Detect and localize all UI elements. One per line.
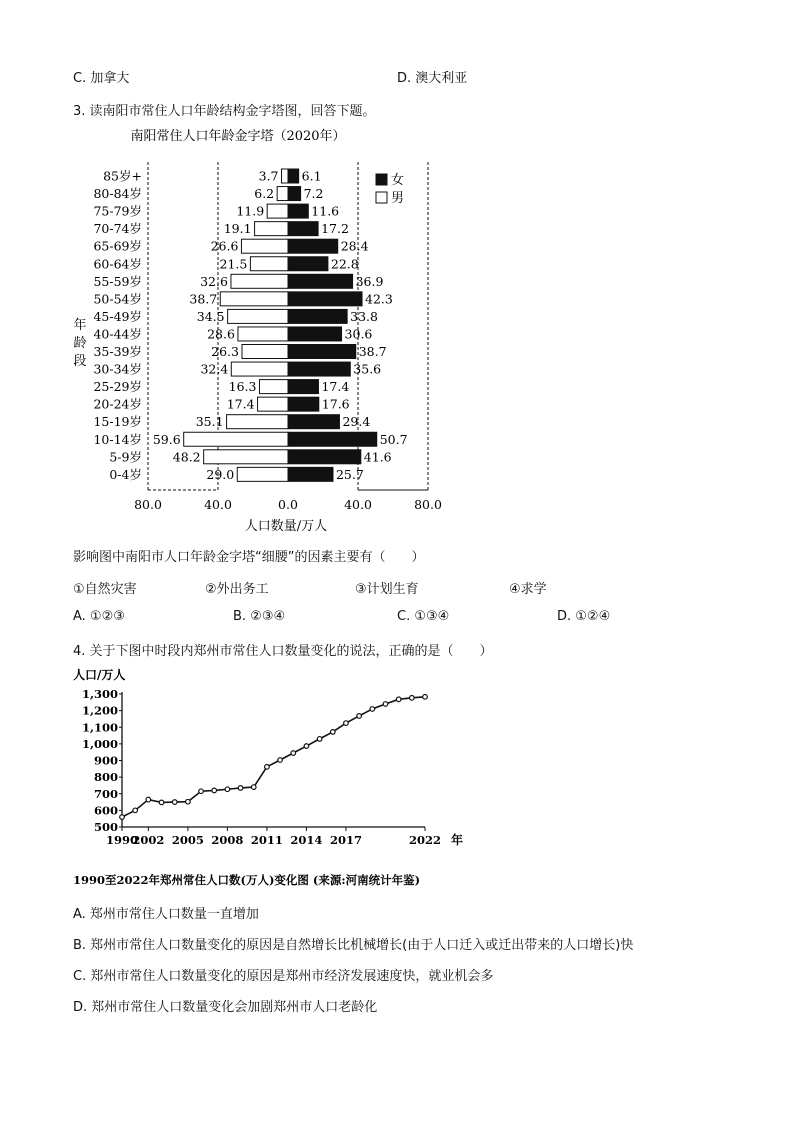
male-bar bbox=[231, 274, 288, 288]
zhengzhou-population-line-chart bbox=[65, 664, 475, 890]
male-value-label: 34.5 bbox=[196, 308, 225, 324]
q4-choice-d[interactable]: D. 郑州市常住人口数量变化会加剧郑州市人口老龄化 bbox=[73, 1000, 378, 1015]
male-bar bbox=[282, 169, 288, 183]
female-bar bbox=[288, 239, 338, 253]
female-value-label: 41.6 bbox=[363, 449, 392, 465]
line-x-tick-label: 2008 bbox=[211, 833, 244, 847]
male-bar bbox=[238, 327, 288, 341]
legend-male-swatch bbox=[376, 192, 387, 203]
male-value-label: 6.2 bbox=[254, 186, 275, 202]
population-data-point bbox=[120, 815, 125, 820]
q3-choice-a[interactable]: A. ①②③ bbox=[73, 609, 125, 624]
pyramid-x-tick: 80.0 bbox=[134, 497, 162, 512]
female-value-label: 28.4 bbox=[340, 238, 369, 254]
female-value-label: 36.9 bbox=[355, 273, 384, 289]
female-value-label: 50.7 bbox=[379, 431, 408, 447]
male-value-label: 28.6 bbox=[207, 326, 235, 342]
population-data-point bbox=[159, 800, 164, 805]
female-bar bbox=[288, 257, 328, 271]
pyramid-ylabel-char: 龄 bbox=[73, 336, 87, 351]
option-c: C. 加拿大 bbox=[73, 71, 130, 86]
female-bar bbox=[288, 292, 362, 306]
male-bar bbox=[228, 309, 288, 323]
female-bar bbox=[288, 450, 361, 464]
female-bar bbox=[288, 169, 299, 183]
pyramid-x-tick: 0.0 bbox=[278, 497, 298, 512]
line-y-tick-label: 900 bbox=[93, 753, 118, 768]
q3-factor-4: ④求学 bbox=[509, 582, 547, 597]
population-data-point bbox=[370, 707, 375, 712]
population-data-point bbox=[396, 697, 401, 702]
population-data-point bbox=[146, 797, 151, 802]
legend-female-swatch bbox=[376, 174, 387, 185]
female-bar bbox=[288, 345, 356, 359]
male-bar bbox=[184, 432, 288, 446]
male-bar bbox=[204, 450, 288, 464]
male-value-label: 11.9 bbox=[236, 203, 265, 219]
line-y-tick-label: 500 bbox=[93, 820, 118, 834]
female-value-label: 11.6 bbox=[311, 203, 340, 219]
q3-question: 影响图中南阳市人口年龄金字塔“细腰”的因素主要有（ ） bbox=[73, 550, 425, 565]
line-x-tick-label: 2011 bbox=[250, 833, 283, 847]
q3-factor-2: ②外出务工 bbox=[205, 582, 269, 597]
population-data-point bbox=[383, 702, 388, 707]
female-value-label: 38.7 bbox=[358, 344, 387, 359]
female-bar bbox=[288, 467, 333, 481]
male-bar bbox=[242, 345, 288, 359]
population-data-point bbox=[265, 765, 270, 770]
female-bar bbox=[288, 327, 342, 341]
population-data-point bbox=[304, 744, 309, 749]
pyramid-title: 南阳常住人口年龄金字塔（2020年） bbox=[130, 129, 346, 144]
age-group-label: 45-49岁 bbox=[93, 308, 142, 324]
population-data-point bbox=[251, 785, 256, 790]
male-value-label: 19.1 bbox=[223, 221, 252, 237]
female-bar bbox=[288, 187, 301, 201]
age-group-label: 15-19岁 bbox=[93, 414, 142, 430]
line-x-tick-label: 1990 bbox=[105, 833, 139, 847]
q4-stem: 4. 关于下图中时段内郑州市常住人口数量变化的说法，正确的是（ ） bbox=[73, 644, 493, 659]
population-data-point bbox=[423, 695, 428, 700]
female-value-label: 17.2 bbox=[321, 221, 349, 237]
female-bar bbox=[288, 222, 318, 236]
line-y-tick-label: 1,000 bbox=[81, 736, 118, 751]
female-value-label: 30.6 bbox=[344, 326, 373, 342]
male-bar bbox=[237, 467, 288, 481]
female-bar bbox=[288, 380, 318, 394]
female-value-label: 17.4 bbox=[321, 379, 350, 395]
male-value-label: 26.3 bbox=[211, 344, 239, 359]
population-data-point bbox=[133, 808, 138, 813]
population-data-point bbox=[357, 714, 362, 719]
female-bar bbox=[288, 397, 319, 411]
line-y-tick-label: 600 bbox=[93, 803, 118, 818]
female-value-label: 35.6 bbox=[353, 361, 382, 377]
age-group-label: 10-14岁 bbox=[93, 431, 142, 447]
female-bar bbox=[288, 432, 377, 446]
age-group-label: 70-74岁 bbox=[93, 221, 142, 237]
male-value-label: 16.3 bbox=[228, 379, 257, 395]
legend-male-label: 男 bbox=[391, 191, 405, 206]
population-data-point bbox=[330, 730, 335, 735]
male-value-label: 59.6 bbox=[152, 431, 181, 447]
female-value-label: 17.6 bbox=[321, 396, 350, 412]
male-value-label: 17.4 bbox=[226, 396, 255, 412]
line-chart-caption: 1990至2022年郑州常住人口数(万人)变化图 (来源:河南统计年鉴) bbox=[73, 873, 421, 887]
population-data-point bbox=[238, 786, 243, 791]
population-series-line bbox=[122, 697, 425, 817]
q4-choice-a[interactable]: A. 郑州市常住人口数量一直增加 bbox=[73, 907, 259, 922]
male-value-label: 29.0 bbox=[206, 466, 235, 482]
line-y-tick-label: 1,200 bbox=[81, 703, 118, 718]
age-group-label: 55-59岁 bbox=[93, 273, 142, 289]
female-value-label: 25.7 bbox=[335, 466, 364, 482]
q3-factor-1: ①自然灾害 bbox=[73, 582, 137, 597]
female-bar bbox=[288, 362, 350, 376]
male-value-label: 21.5 bbox=[219, 256, 248, 272]
age-group-label: 20-24岁 bbox=[93, 396, 142, 412]
line-x-tick-label: 2014 bbox=[290, 833, 323, 847]
male-value-label: 35.1 bbox=[195, 414, 224, 430]
q3-choice-d[interactable]: D. ①②④ bbox=[557, 609, 611, 624]
pyramid-x-tick: 40.0 bbox=[204, 497, 232, 512]
pyramid-ylabel-char: 段 bbox=[73, 354, 87, 369]
age-group-label: 65-69岁 bbox=[93, 238, 142, 254]
female-value-label: 42.3 bbox=[365, 291, 393, 307]
male-bar bbox=[258, 397, 288, 411]
line-y-tick-label: 1,100 bbox=[81, 720, 118, 735]
female-bar bbox=[288, 204, 308, 218]
population-data-point bbox=[186, 799, 191, 804]
age-group-label: 80-84岁 bbox=[93, 186, 142, 202]
female-bar bbox=[288, 309, 347, 323]
female-value-label: 6.1 bbox=[301, 168, 322, 184]
age-group-label: 25-29岁 bbox=[93, 379, 142, 395]
pyramid-x-tick: 80.0 bbox=[414, 497, 442, 512]
age-group-label: 0-4岁 bbox=[109, 466, 142, 482]
q4-choice-c[interactable]: C. 郑州市常住人口数量变化的原因是郑州市经济发展速度快，就业机会多 bbox=[73, 969, 494, 984]
line-x-tick-label: 2017 bbox=[329, 833, 362, 847]
legend-female-label: 女 bbox=[391, 173, 405, 188]
q3-choice-b[interactable]: B. ②③④ bbox=[233, 609, 286, 624]
female-bar bbox=[288, 415, 339, 429]
option-d: D. 澳大利亚 bbox=[397, 71, 468, 86]
population-data-point bbox=[344, 721, 349, 726]
male-value-label: 26.6 bbox=[210, 238, 239, 254]
population-data-point bbox=[317, 737, 322, 742]
population-data-point bbox=[225, 787, 230, 792]
population-data-point bbox=[199, 789, 204, 794]
population-pyramid-chart bbox=[60, 122, 460, 542]
q3-factor-3: ③计划生育 bbox=[355, 582, 419, 597]
population-data-point bbox=[278, 758, 283, 763]
age-group-label: 35-39岁 bbox=[93, 344, 142, 359]
q3-stem: 3. 读南阳市常住人口年龄结构金字塔图，回答下题。 bbox=[73, 104, 376, 119]
male-value-label: 3.7 bbox=[258, 168, 279, 184]
male-bar bbox=[250, 257, 288, 271]
line-y-tick-label: 800 bbox=[93, 770, 118, 785]
male-bar bbox=[241, 239, 288, 253]
age-group-label: 60-64岁 bbox=[93, 256, 142, 272]
line-xlabel: 年 bbox=[451, 833, 464, 847]
male-bar bbox=[231, 362, 288, 376]
line-y-tick-label: 1,300 bbox=[81, 687, 118, 701]
population-data-point bbox=[291, 751, 296, 756]
age-group-label: 40-44岁 bbox=[93, 326, 142, 342]
male-bar bbox=[277, 187, 288, 201]
male-value-label: 32.4 bbox=[200, 361, 229, 377]
male-bar bbox=[267, 204, 288, 218]
line-x-tick-label: 2002 bbox=[132, 833, 165, 847]
female-value-label: 22.8 bbox=[330, 256, 359, 272]
age-group-label: 5-9岁 bbox=[109, 449, 142, 465]
male-bar bbox=[259, 380, 288, 394]
age-group-label: 75-79岁 bbox=[93, 203, 142, 219]
population-data-point bbox=[172, 800, 177, 805]
line-ylabel: 人口/万人 bbox=[73, 668, 126, 682]
line-x-tick-label: 2005 bbox=[171, 833, 204, 847]
male-bar bbox=[255, 222, 288, 236]
q4-choice-b[interactable]: B. 郑州市常住人口数量变化的原因是自然增长比机械增长(由于人口迁入或迁出带来的人口增长)快 bbox=[73, 938, 634, 953]
female-value-label: 7.2 bbox=[303, 186, 324, 202]
pyramid-ylabel-char: 年 bbox=[73, 318, 87, 333]
population-data-point bbox=[410, 696, 415, 701]
male-value-label: 32.6 bbox=[200, 273, 228, 289]
male-bar bbox=[227, 415, 288, 429]
pyramid-xlabel: 人口数量/万人 bbox=[244, 519, 328, 534]
male-value-label: 38.7 bbox=[189, 291, 218, 307]
age-group-label: 50-54岁 bbox=[93, 291, 142, 307]
age-group-label: 85岁+ bbox=[103, 168, 142, 184]
pyramid-x-tick: 40.0 bbox=[344, 497, 372, 512]
line-x-tick-label: 2022 bbox=[408, 833, 442, 847]
line-y-tick-label: 700 bbox=[93, 786, 118, 801]
q3-choice-c[interactable]: C. ①③④ bbox=[397, 609, 450, 624]
male-bar bbox=[220, 292, 288, 306]
population-data-point bbox=[212, 788, 217, 793]
female-bar bbox=[288, 274, 353, 288]
male-value-label: 48.2 bbox=[172, 449, 201, 465]
female-value-label: 29.4 bbox=[342, 414, 371, 430]
female-value-label: 33.8 bbox=[350, 308, 378, 324]
age-group-label: 30-34岁 bbox=[93, 361, 142, 377]
